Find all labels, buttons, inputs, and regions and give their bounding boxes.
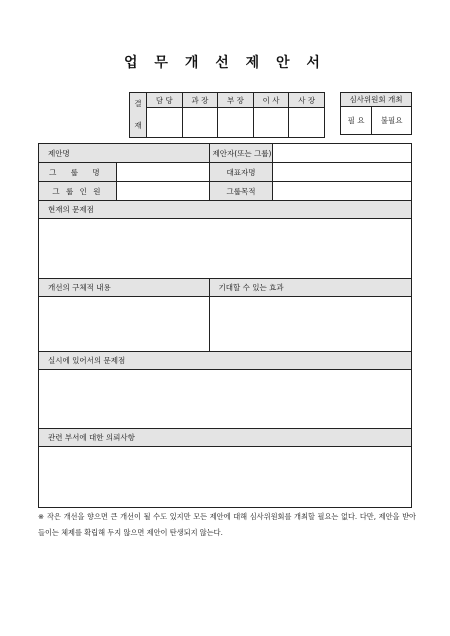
approval-sign-0[interactable] xyxy=(147,108,183,138)
group-name-field[interactable] xyxy=(116,163,209,182)
expected-effect-field[interactable] xyxy=(209,297,411,352)
review-committee-header: 심사위원회 개최 xyxy=(341,93,412,107)
current-problems-field[interactable] xyxy=(39,219,412,279)
improvement-details-field[interactable] xyxy=(39,297,210,352)
review-option-required[interactable]: 필 요 xyxy=(341,107,372,135)
approval-sign-4[interactable] xyxy=(289,108,325,138)
approval-col-4: 사 장 xyxy=(289,93,325,108)
proposal-form xyxy=(38,143,412,508)
group-purpose-label: 그룹목적 xyxy=(209,182,273,201)
expected-effect-label: 기대할 수 있는 효과 xyxy=(209,279,411,297)
proposal-name-label: 제안명 xyxy=(39,144,210,163)
proposer-field[interactable] xyxy=(273,144,412,163)
approval-col-3: 이 사 xyxy=(253,93,289,108)
approval-col-1: 과 장 xyxy=(182,93,218,108)
approval-sign-3[interactable] xyxy=(253,108,289,138)
related-dept-request-field[interactable] xyxy=(39,447,412,508)
approval-col-0: 담 당 xyxy=(147,93,183,108)
group-members-label: 그 룹 인 원 xyxy=(39,182,117,201)
footnote: ※ 작은 개선을 향으면 큰 개선이 될 수도 있지만 모든 제안에 대해 심사위원회를 개최할 필요는 없다. 다만, 제안을 받아들이는 체제를 확립해 두지 않으면 제안이 탄생되지 않는다. xyxy=(38,512,416,537)
implementation-problems-label: 실시에 있어서의 문제점 xyxy=(39,352,412,370)
current-problems-label: 현재의 문제점 xyxy=(39,201,412,219)
group-members-field[interactable] xyxy=(116,182,209,201)
approval-side-label-top: 결 xyxy=(134,99,142,108)
improvement-details-label: 개선의 구체적 내용 xyxy=(39,279,210,297)
related-dept-request-label: 관련 부서에 대한 의뢰사항 xyxy=(39,429,412,447)
approval-col-2: 부 장 xyxy=(218,93,254,108)
approval-side-label xyxy=(130,93,147,138)
implementation-problems-field[interactable] xyxy=(39,370,412,429)
representative-field[interactable] xyxy=(273,163,412,182)
group-purpose-field[interactable] xyxy=(273,182,412,201)
proposer-label: 제안자(또는 그룹) xyxy=(209,144,273,163)
approval-sign-1[interactable] xyxy=(182,108,218,138)
approval-side-label-bottom: 재 xyxy=(134,121,142,130)
approval-sign-2[interactable] xyxy=(218,108,254,138)
group-name-label: 그 룹 명 xyxy=(39,163,117,182)
representative-label: 대표자명 xyxy=(209,163,273,182)
review-option-not-required[interactable]: 불필요 xyxy=(372,107,412,135)
approval-table xyxy=(129,92,325,138)
review-committee-table xyxy=(340,92,412,135)
document-title: 업 무 개 선 제 안 서 xyxy=(124,55,326,71)
